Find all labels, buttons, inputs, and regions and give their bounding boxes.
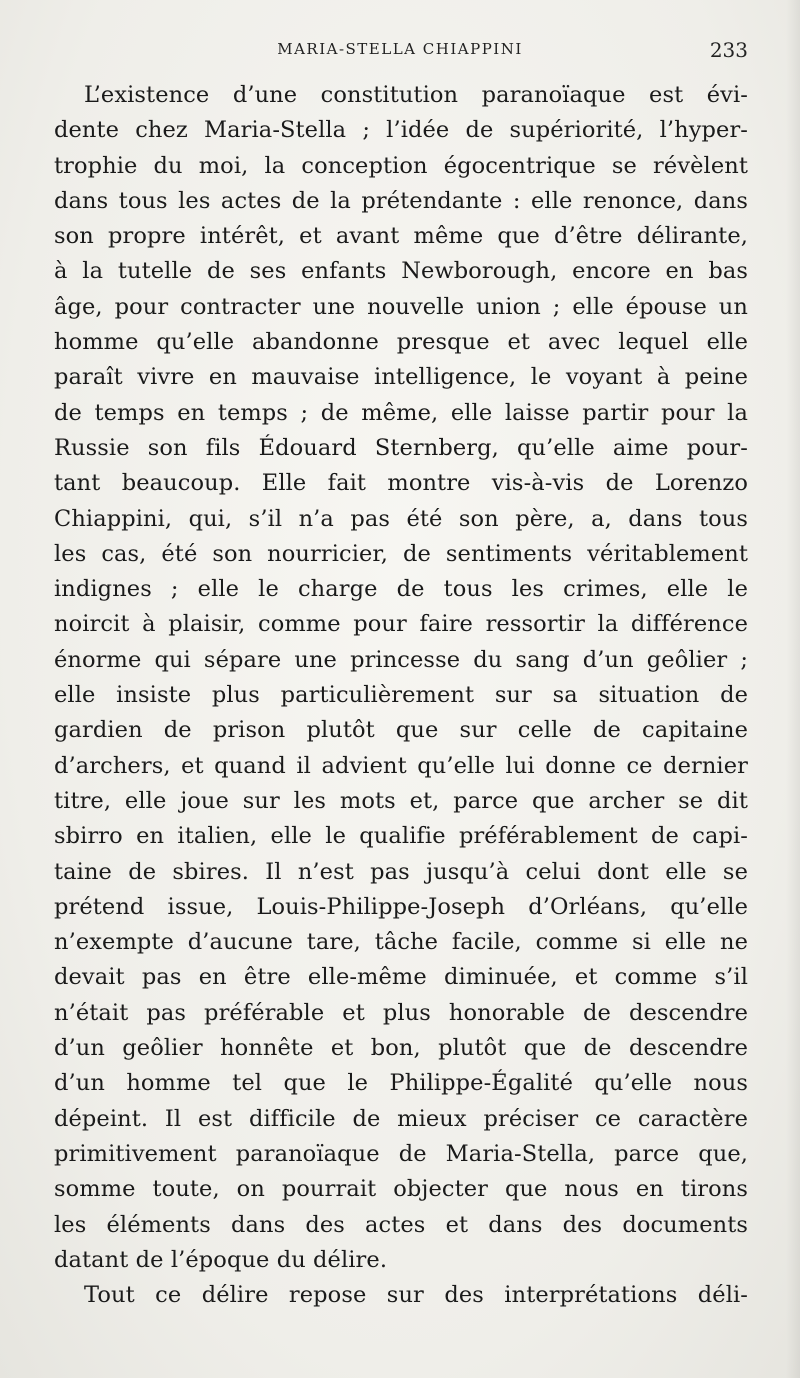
- text-line: indignes ; elle le charge de tous les crimes, elle le: [54, 576, 748, 603]
- text-line: de temps en temps ; de même, elle laisse partir pour la: [54, 399, 748, 426]
- text-line: d’archers, et quand il advient qu’elle lui donne ce dernier: [54, 752, 748, 779]
- text-line: n’était pas préférable et plus honorable de descendre: [54, 999, 748, 1026]
- text-line: Tout ce délire repose sur des interprétations déli-: [84, 1282, 748, 1309]
- body-text: [54, 78, 748, 1313]
- text-line: taine de sbires. Il n’est pas jusqu’à celui dont elle se: [54, 858, 748, 885]
- text-line: elle insiste plus particulièrement sur sa situation de: [54, 682, 748, 709]
- text-line: dans tous les actes de la prétendante : elle renonce, dans: [54, 187, 748, 214]
- text-line: dépeint. Il est difficile de mieux préciser ce caractère: [54, 1105, 748, 1132]
- text-line: dente chez Maria-Stella ; l’idée de supériorité, l’hyper-: [54, 117, 748, 144]
- text-line: trophie du moi, la conception égocentrique se révèlent: [54, 152, 748, 179]
- text-line: devait pas en être elle-même diminuée, et comme s’il: [54, 964, 748, 991]
- text-line: homme qu’elle abandonne presque et avec lequel elle: [54, 329, 748, 356]
- text-line: somme toute, on pourrait objecter que nous en tirons: [54, 1176, 748, 1203]
- text-line: primitivement paranoïaque de Maria-Stella, parce que,: [54, 1140, 748, 1167]
- text-line: paraît vivre en mauvaise intelligence, le voyant à peine: [54, 364, 748, 391]
- text-line: les éléments dans des actes et dans des documents: [54, 1211, 748, 1238]
- page-edge-shadow: [786, 0, 800, 1378]
- text-line: âge, pour contracter une nouvelle union ; elle épouse un: [54, 293, 748, 320]
- text-line: d’un homme tel que le Philippe-Égalité qu’elle nous: [54, 1070, 748, 1097]
- text-line: titre, elle joue sur les mots et, parce que archer se dit: [54, 787, 748, 814]
- running-title: MARIA-STELLA CHIAPPINI: [277, 40, 523, 58]
- text-line: sbirro en italien, elle le qualifie préférablement de capi-: [54, 823, 748, 850]
- text-line: datant de l’époque du délire.: [54, 1246, 388, 1273]
- text-line: énorme qui sépare une princesse du sang d’un geôlier ;: [54, 646, 748, 673]
- text-line: les cas, été son nourricier, de sentiments véritablement: [54, 540, 748, 567]
- text-line: Russie son fils Édouard Sternberg, qu’elle aime pour-: [54, 434, 748, 461]
- text-line: tant beaucoup. Elle fait montre vis-à-vis de Lorenzo: [54, 470, 748, 497]
- page-number: 233: [709, 38, 748, 62]
- running-head: [52, 36, 748, 66]
- text-line: prétend issue, Louis-Philippe-Joseph d’Orléans, qu’elle: [54, 893, 748, 920]
- text-line: gardien de prison plutôt que sur celle de capitaine: [54, 717, 748, 744]
- text-line: à la tutelle de ses enfants Newborough, encore en bas: [54, 258, 748, 285]
- text-line: Chiappini, qui, s’il n’a pas été son père, a, dans tous: [54, 505, 748, 532]
- text-line: d’un geôlier honnête et bon, plutôt que de descendre: [54, 1035, 748, 1062]
- text-line: L’existence d’une constitution paranoïaque est évi-: [84, 82, 748, 108]
- text-line: n’exempte d’aucune tare, tâche facile, comme si elle ne: [54, 929, 748, 956]
- text-line: noircit à plaisir, comme pour faire ressortir la différence: [54, 611, 748, 638]
- text-line: son propre intérêt, et avant même que d’être délirante,: [54, 223, 748, 250]
